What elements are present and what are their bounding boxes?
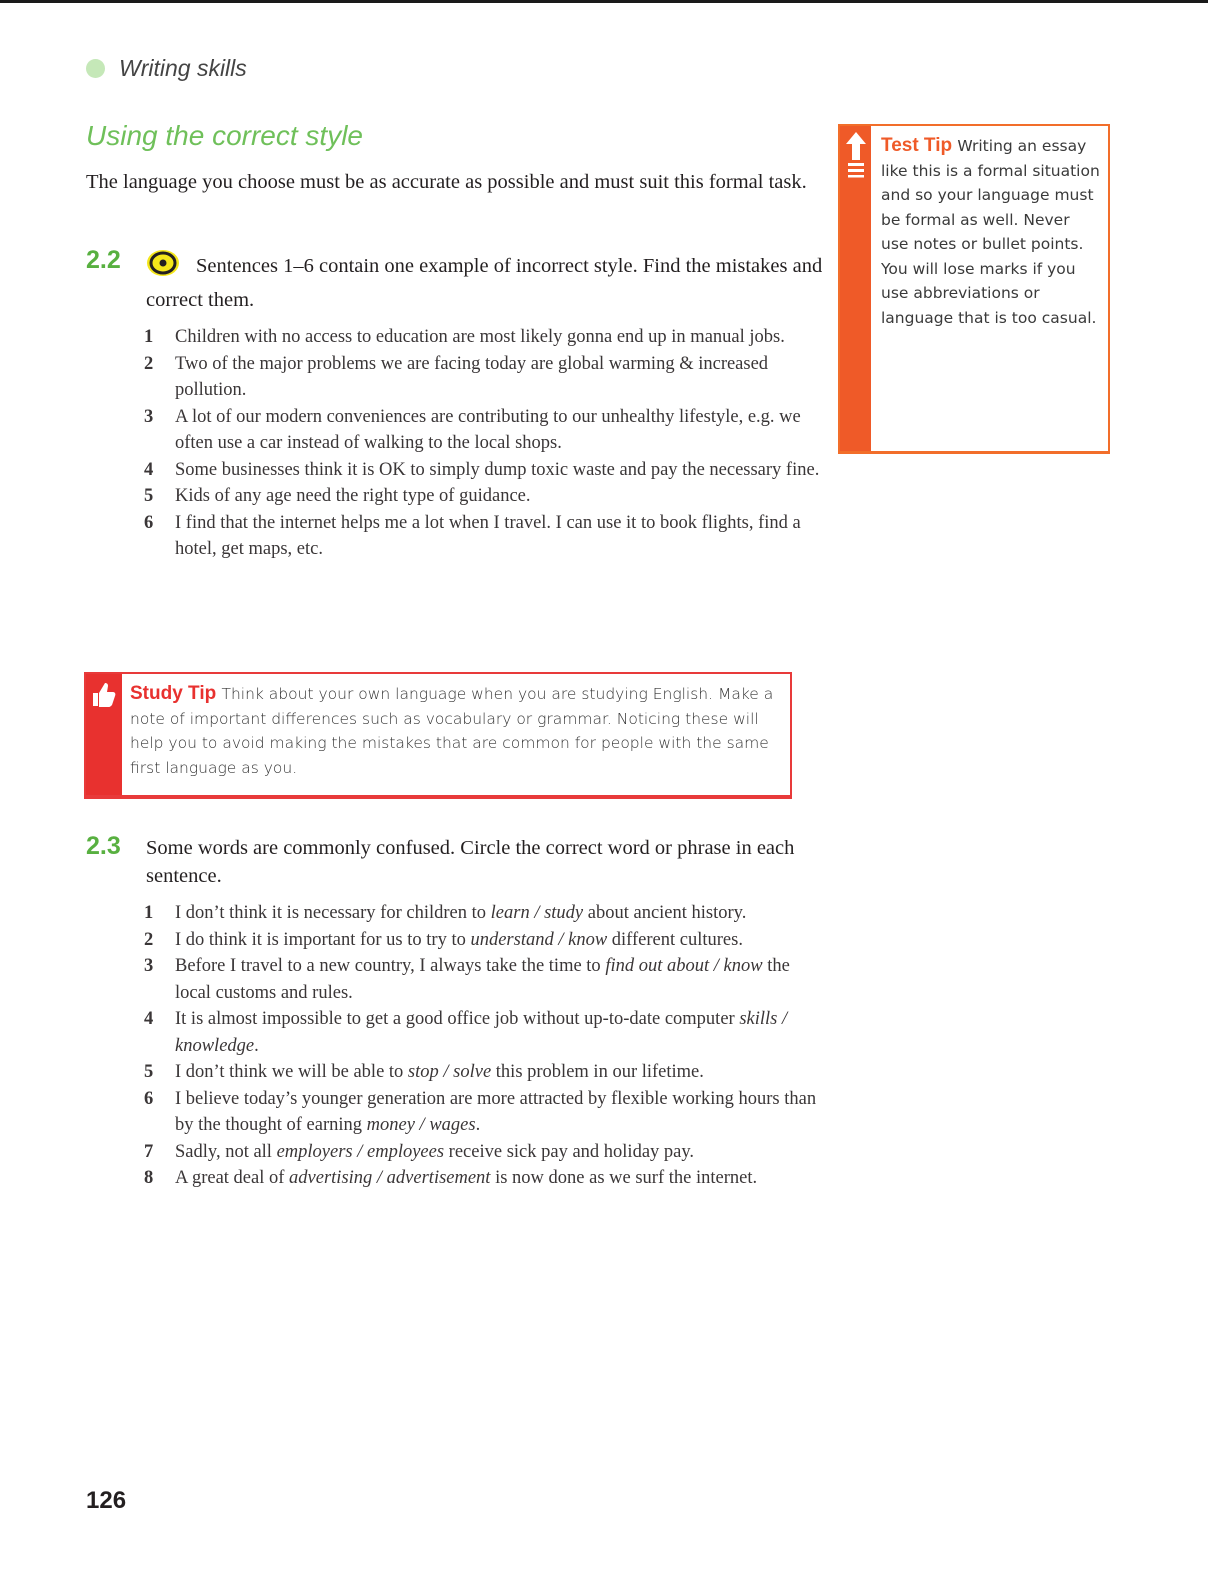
list-item xyxy=(86,1086,826,1139)
item-text-before: Before I travel to a new country, I always take the time to xyxy=(175,956,606,976)
item-text: I find that the internet helps me a lot when I travel. I can use it to book flights, find a hotel, get maps, etc. xyxy=(175,512,801,559)
item-text-after: the local customs and rules. xyxy=(175,956,790,1003)
item-text-after: about ancient history. xyxy=(583,903,747,923)
page-number: 126 xyxy=(86,1487,127,1514)
item-text-after: receive sick pay and holiday pay. xyxy=(444,1141,695,1162)
item-text-before: I do think it is important for us to try to xyxy=(175,929,471,950)
exercise-2-3-items xyxy=(86,900,826,1192)
exercise-2-3 xyxy=(86,834,826,1192)
item-text: Some businesses think it is OK to simply dump toxic waste and pay the necessary fine. xyxy=(175,459,820,480)
list-item xyxy=(86,510,826,563)
list-item xyxy=(86,1059,826,1086)
list-item xyxy=(86,1139,826,1166)
study-tip-title: Study Tip xyxy=(130,683,222,704)
section-title: Using the correct style xyxy=(86,120,363,151)
exercise-number: 2.3 xyxy=(86,832,121,860)
list-item xyxy=(86,351,826,404)
item-number: 5 xyxy=(144,1062,154,1082)
word-choice[interactable]: advertising / advertisement xyxy=(289,1168,491,1188)
item-number: 1 xyxy=(144,903,154,923)
list-item xyxy=(86,900,826,927)
test-tip-title: Test Tip xyxy=(881,135,958,156)
item-number: 5 xyxy=(144,486,154,506)
item-text: A lot of our modern conveniences are contributing to our unhealthy lifestyle, e.g. we often use a car instead of walking to the local shops. xyxy=(175,406,801,453)
list-item xyxy=(86,1165,826,1192)
item-text-after: . xyxy=(475,1115,481,1135)
list-item xyxy=(86,1006,826,1059)
item-number: 1 xyxy=(144,327,154,347)
item-text: Two of the major problems we are facing today are global warming & increased pollution. xyxy=(175,353,769,400)
item-text: Kids of any age need the right type of guidance. xyxy=(175,486,531,506)
list-item xyxy=(86,483,826,510)
item-text-after: is now done as we surf the internet. xyxy=(490,1168,758,1188)
item-text-after: . xyxy=(254,1035,259,1056)
item-number: 3 xyxy=(144,406,154,427)
word-choice[interactable]: find out about / know xyxy=(605,956,763,976)
word-choice[interactable]: stop / solve xyxy=(407,1062,492,1082)
item-text-before: I don’t think it is necessary for children to xyxy=(175,903,491,923)
bullet-dot-icon xyxy=(86,59,105,78)
top-rule xyxy=(0,0,1208,3)
running-head-label: Writing skills xyxy=(119,55,247,81)
test-tip-text xyxy=(871,126,1108,451)
exercise-number: 2.2 xyxy=(86,246,121,274)
test-tip-bar xyxy=(840,126,871,451)
study-tip-body: Think about your own language when you are studying English. Make a note of important differences such as vocabulary or grammar. Noticing these will help you to avoid making the mistakes that are common for people with the same first language as you. xyxy=(130,685,774,777)
thumbs-up-icon xyxy=(88,680,118,710)
item-number: 3 xyxy=(144,956,154,976)
item-number: 4 xyxy=(144,1009,154,1029)
item-number: 8 xyxy=(144,1168,154,1188)
exercise-2-2-items xyxy=(86,324,826,563)
running-head xyxy=(86,55,247,82)
list-item xyxy=(86,927,826,954)
word-choice[interactable]: understand / know xyxy=(470,929,608,950)
word-choice[interactable]: learn / study xyxy=(490,903,584,923)
test-tip-box xyxy=(838,124,1110,454)
item-number: 6 xyxy=(144,1088,154,1109)
list-item xyxy=(86,404,826,457)
target-icon xyxy=(146,248,182,286)
exercise-2-2-heading xyxy=(86,248,826,314)
item-text-after: this problem in our lifetime. xyxy=(491,1062,704,1082)
item-text-before: I believe today’s younger generation are more attracted by flexible working hours than by the thought of earning xyxy=(175,1088,817,1135)
item-text-after: different cultures. xyxy=(607,929,743,950)
up-arrow-icon xyxy=(844,130,868,178)
word-choice[interactable]: skills / knowledge xyxy=(175,1009,788,1056)
item-text-before: A great deal of xyxy=(175,1168,290,1188)
list-item xyxy=(86,953,826,1006)
item-text-before: I don’t think we will be able to xyxy=(175,1062,408,1082)
item-text: Children with no access to education are most likely gonna end up in manual jobs. xyxy=(175,327,785,347)
item-number: 6 xyxy=(144,512,154,533)
item-number: 2 xyxy=(144,353,154,374)
list-item xyxy=(86,324,826,351)
intro-paragraph: The language you choose must be as accurate as possible and must suit this formal task. xyxy=(86,171,807,193)
study-tip-bar xyxy=(86,674,122,795)
item-number: 4 xyxy=(144,459,154,480)
exercise-2-3-heading xyxy=(86,834,826,890)
item-number: 7 xyxy=(144,1141,154,1162)
item-number: 2 xyxy=(144,929,154,950)
word-choice[interactable]: employers / employees xyxy=(276,1141,445,1162)
item-text-before: It is almost impossible to get a good office job without up-to-date computer xyxy=(175,1009,740,1029)
exercise-2-2 xyxy=(86,248,826,563)
test-tip-body: Writing an essay like this is a formal situation and so your language must be formal as well. Never use notes or bullet points. You will lose marks if you use abbreviations or language that is too casual. xyxy=(881,137,1100,327)
exercise-instruction: Some words are commonly confused. Circle the correct word or phrase in each sentence. xyxy=(146,837,795,887)
item-text-before: Sadly, not all xyxy=(175,1141,277,1162)
study-tip-box xyxy=(84,672,792,799)
list-item xyxy=(86,457,826,484)
study-tip-text xyxy=(122,674,790,795)
exercise-instruction: Sentences 1–6 contain one example of incorrect style. Find the mistakes and correct them. xyxy=(146,255,823,311)
word-choice[interactable]: money / wages xyxy=(366,1115,476,1135)
